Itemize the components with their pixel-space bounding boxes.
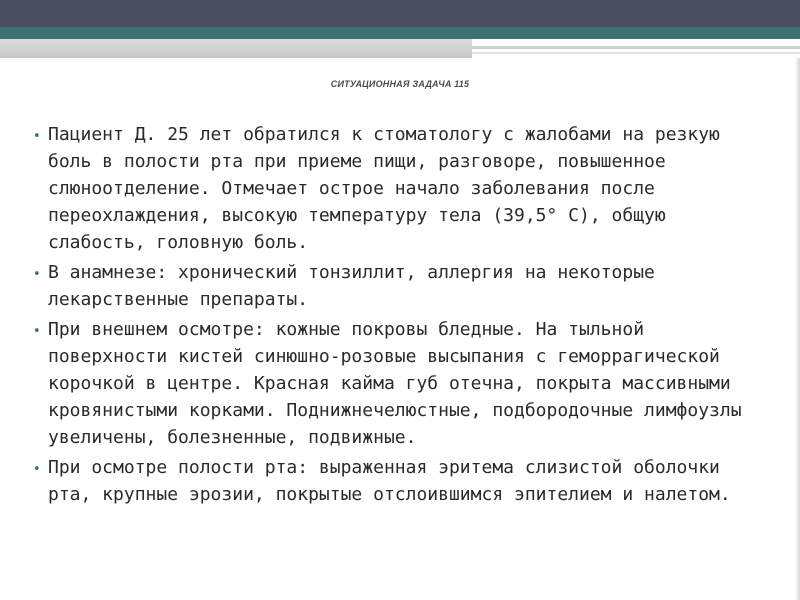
bullet-icon: • — [33, 129, 41, 144]
bullet-text: В анамнезе: хронический тонзиллит, аллергия на некоторые лекарственные препараты. — [48, 262, 655, 310]
header-teal-band — [0, 27, 800, 39]
bullet-item — [33, 259, 768, 313]
header-divider-line — [472, 46, 800, 49]
bullet-item — [33, 316, 768, 451]
bullet-icon: • — [33, 324, 41, 339]
bullet-item — [33, 454, 768, 508]
slide-content — [33, 121, 768, 511]
slide-title: СИТУАЦИОННАЯ ЗАДАЧА 115 — [330, 79, 470, 89]
bullet-icon: • — [33, 267, 41, 282]
header-gray-band — [0, 39, 472, 58]
bullet-text: При внешнем осмотре: кожные покровы бледные. На тыльной поверхности кистей синюшно-розовые высыпания с геморрагической корочкой в центре. Красная кайма губ отечна, покрыта массивными кровянистыми корками. Поднижнечелюстные, подбородочные лимфоузлы увеличены, болезненные, подвижные. — [48, 319, 742, 448]
bullet-text: При осмотре полости рта: выраженная эритема слизистой оболочки рта, крупные эрозии, покрытые отслоившимся эпителием и налетом. — [48, 457, 731, 505]
header-divider-line-secondary — [472, 52, 800, 54]
bullet-icon: • — [33, 462, 41, 477]
header-dark-band — [0, 0, 800, 27]
bullet-text: Пациент Д. 25 лет обратился к стоматологу с жалобами на резкую боль в полости рта при приеме пищи, разговоре, повышенное слюноотделение. Отмечает острое начало заболевания после переохлаждения, высокую температуру тела (39,5° С), общую слабость, головную боль. — [48, 124, 720, 253]
bullet-item — [33, 121, 768, 256]
right-edge-shadow — [795, 58, 800, 600]
